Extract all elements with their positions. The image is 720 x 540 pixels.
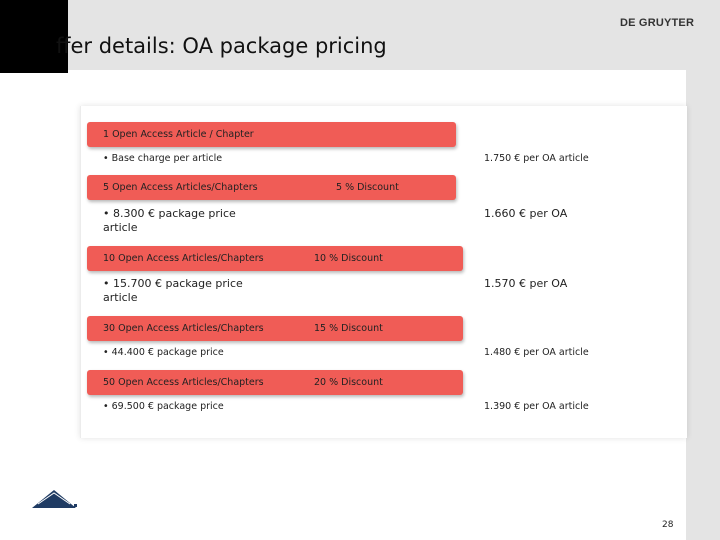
tier-3-label: 10 Open Access Articles/Chapters: [103, 253, 264, 264]
tier-1-label: 1 Open Access Article / Chapter: [103, 129, 254, 140]
de-gruyter-logo: DE GRUYTER: [620, 17, 695, 29]
tier-4-price: 1.480 € per OA article: [484, 347, 589, 358]
tier-5-discount: 20 % Discount: [314, 377, 383, 388]
tier-3-discount: 10 % Discount: [314, 253, 383, 264]
tier-3-description: • 15.700 € package price article: [103, 277, 243, 304]
tier-2-description: • 8.300 € package price article: [103, 207, 236, 234]
tier-1-price: 1.750 € per OA article: [484, 153, 589, 164]
tier-5-description: • 69.500 € package price: [103, 401, 224, 412]
tier-2-label: 5 Open Access Articles/Chapters: [103, 182, 258, 193]
tier-4-discount: 15 % Discount: [314, 323, 383, 334]
tier-2-discount: 5 % Discount: [336, 182, 399, 193]
tier-4-label: 30 Open Access Articles/Chapters: [103, 323, 264, 334]
tier-5-price: 1.390 € per OA article: [484, 401, 589, 412]
tier-2-price: 1.660 € per OA: [484, 207, 568, 220]
slide-title: ffer details: OA package pricing: [56, 34, 387, 58]
mountain-logo-icon: [30, 484, 80, 510]
tier-3-price: 1.570 € per OA: [484, 277, 568, 290]
tier-4-description: • 44.400 € package price: [103, 347, 224, 358]
tier-1-description: • Base charge per article: [103, 153, 223, 164]
tier-5-label: 50 Open Access Articles/Chapters: [103, 377, 264, 388]
page-number: 28: [662, 520, 674, 530]
right-margin-strip: [686, 70, 720, 540]
